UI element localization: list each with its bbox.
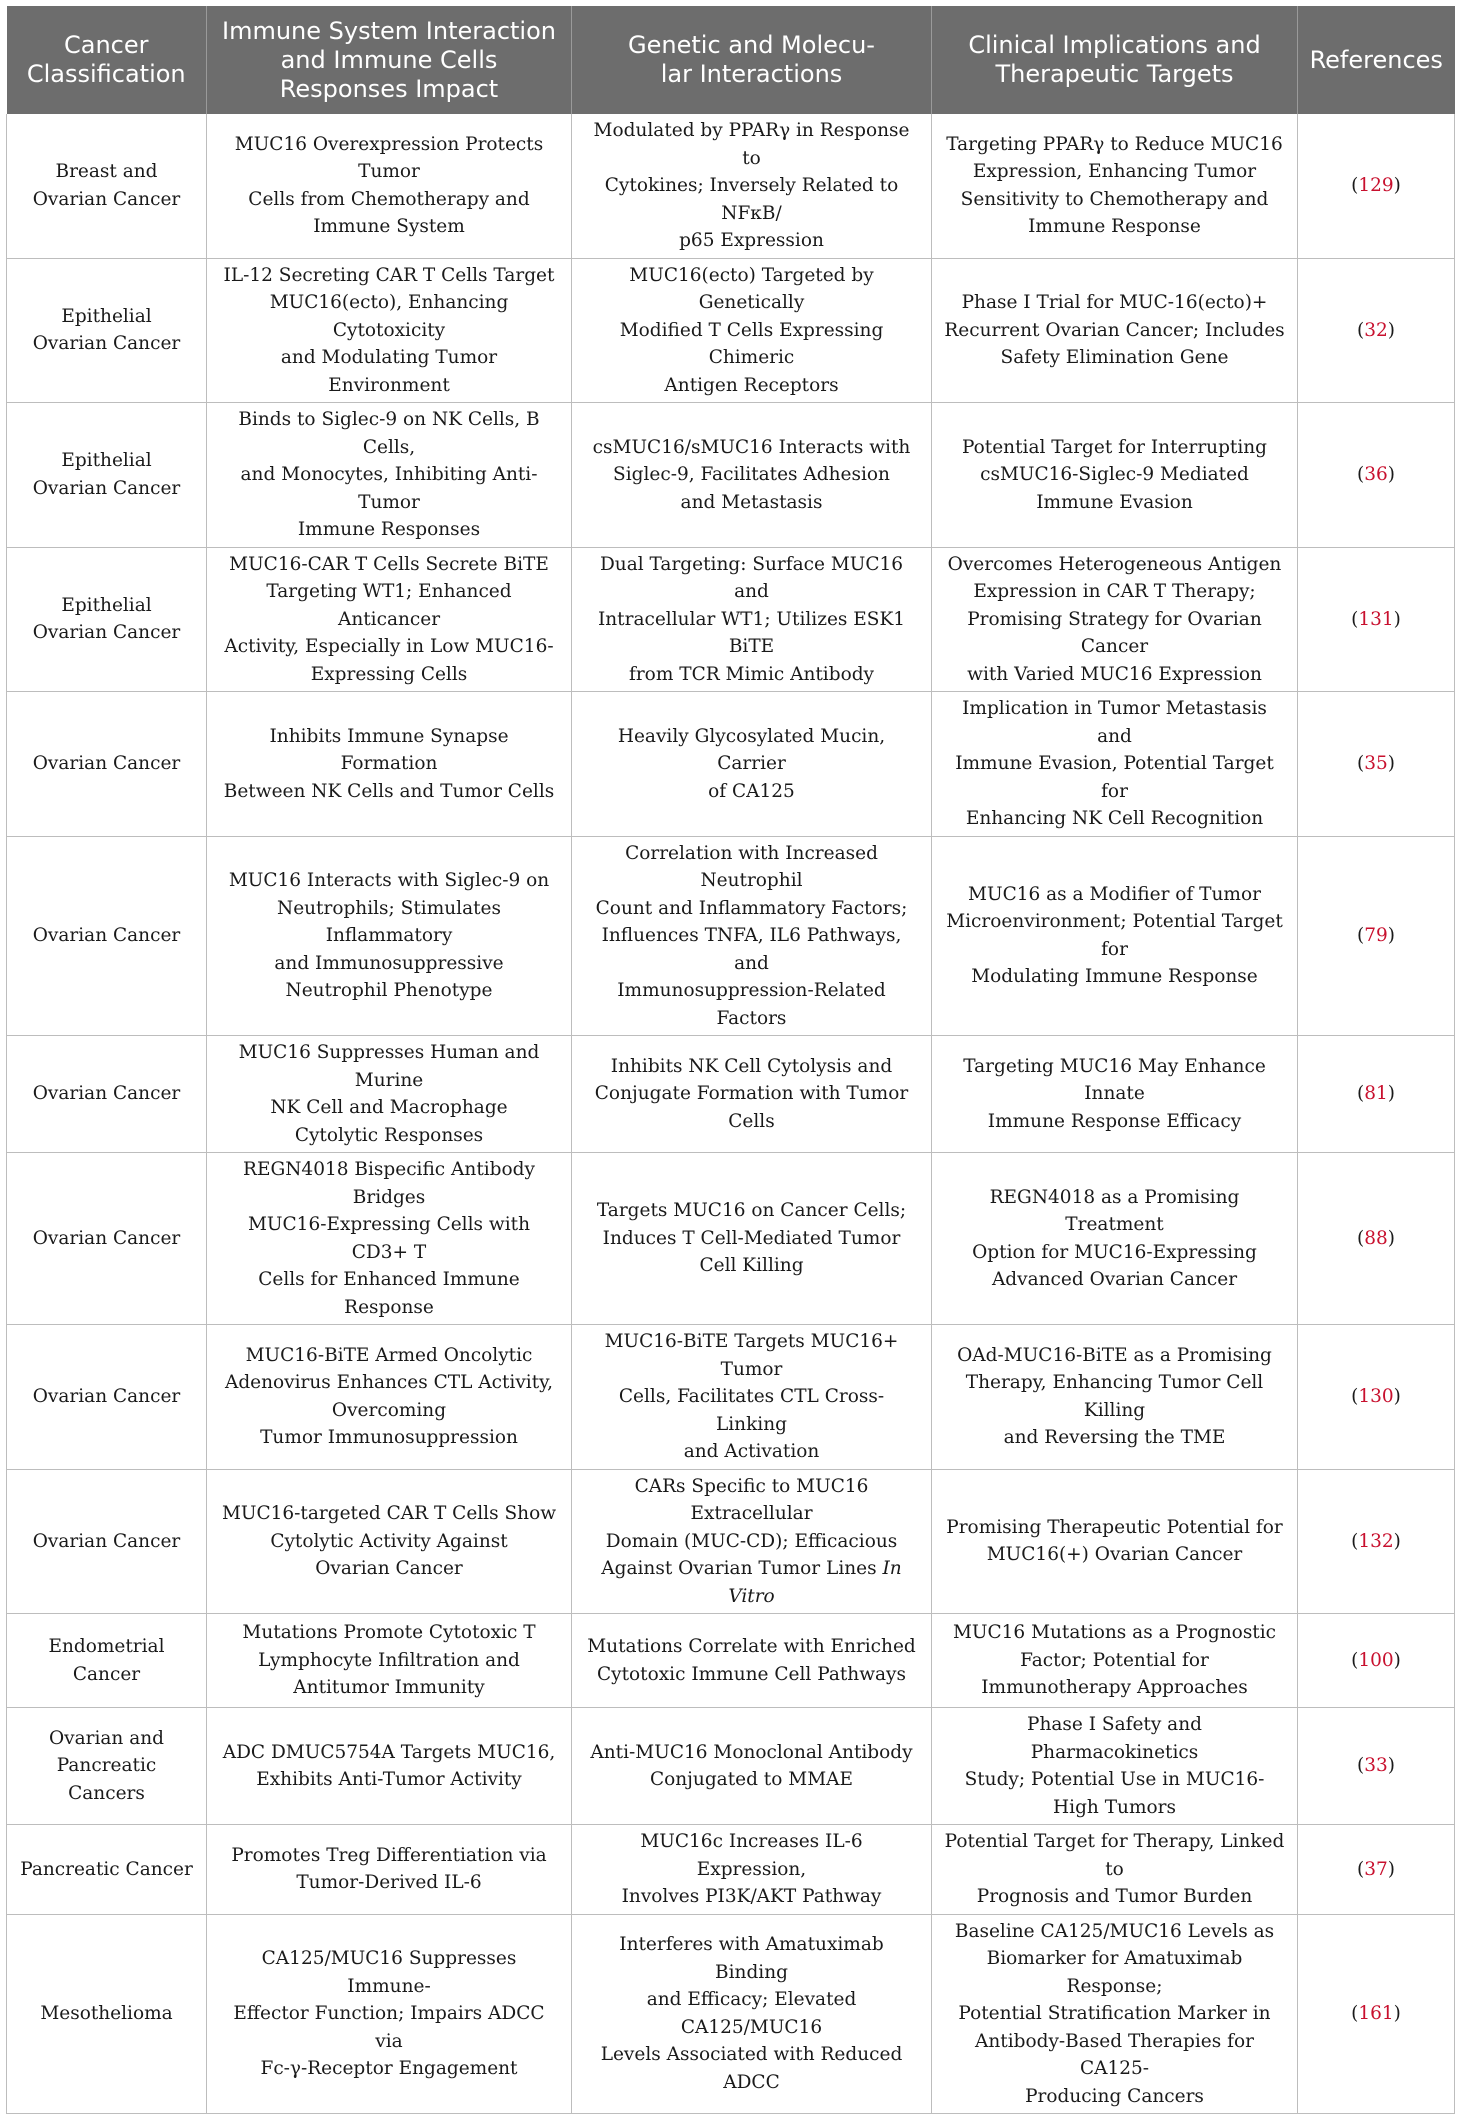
genetic-interactions-cell: Interferes with Amatuximab Binding and Efficacy; Elevated CA125/MUC16 Levels Associated with Reduced ADCC: [572, 1914, 932, 2114]
reference-cell: [1298, 1825, 1455, 1915]
reference-link[interactable]: 161: [1358, 2003, 1394, 2024]
clinical-implications-cell: Targeting MUC16 May Enhance Innate Immune Response Efficacy: [932, 1036, 1298, 1153]
immune-interaction-cell: ADC DMUC5754A Targets MUC16, Exhibits Anti-Tumor Activity: [207, 1708, 572, 1825]
paren-open: (: [1357, 319, 1365, 341]
header-references: References: [1298, 6, 1455, 114]
paren-close: ): [1387, 464, 1395, 485]
paren-close: ): [1393, 2003, 1401, 2024]
header-row: [7, 6, 1455, 114]
table-row: [7, 1914, 1455, 2114]
genetic-interactions-cell: Heavily Glycosylated Mucin, Carrier of CA125: [572, 692, 932, 837]
data-table: [6, 6, 1455, 2114]
table-row: [7, 1708, 1455, 1825]
paren-open: (: [1357, 753, 1365, 774]
table-row: [7, 1153, 1455, 1325]
paren-close: ): [1387, 1083, 1395, 1105]
immune-interaction-cell: Mutations Promote Cytotoxic T Lymphocyte Infiltration and Antitumor Immunity: [207, 1614, 572, 1708]
table-row: [7, 1825, 1455, 1915]
header-immune-interaction: Immune System Interaction and Immune Cells Responses Impact: [207, 6, 572, 114]
table-body: [7, 114, 1455, 2114]
clinical-implications-cell: Implication in Tumor Metastasis and Immune Evasion, Potential Target for Enhancing NK Cell Recognition: [932, 692, 1298, 837]
paren-close: ): [1387, 753, 1395, 774]
clinical-implications-cell: Phase I Safety and Pharmacokinetics Study; Potential Use in MUC16- High Tumors: [932, 1708, 1298, 1825]
reference-link[interactable]: 32: [1364, 319, 1388, 341]
paren-close: ): [1387, 319, 1395, 341]
reference-cell: [1298, 1614, 1455, 1708]
paren-close: ): [1387, 925, 1395, 946]
reference-link[interactable]: 33: [1364, 1755, 1388, 1777]
clinical-implications-cell: Potential Target for Therapy, Linked to Prognosis and Tumor Burden: [932, 1825, 1298, 1915]
header-genetic-interactions: Genetic and Molecu- lar Interactions: [572, 6, 932, 114]
table-row: [7, 258, 1455, 403]
paren-close: ): [1393, 175, 1401, 196]
immune-interaction-cell: MUC16-BiTE Armed Oncolytic Adenovirus Enhances CTL Activity, Overcoming Tumor Immunosuppression: [207, 1325, 572, 1470]
table-row: [7, 836, 1455, 1036]
immune-interaction-cell: MUC16-CAR T Cells Secrete BiTE Targeting WT1; Enhanced Anticancer Activity, Especially in Low MUC16- Expressing Cells: [207, 547, 572, 692]
reference-cell: [1298, 1708, 1455, 1825]
cancer-classification-cell: Mesothelioma: [7, 1914, 207, 2114]
paren-open: (: [1351, 1649, 1359, 1671]
cancer-classification-cell: Breast and Ovarian Cancer: [7, 114, 207, 258]
genetic-interactions-cell: MUC16-BiTE Targets MUC16+ Tumor Cells, Facilitates CTL Cross-Linking and Activation: [572, 1325, 932, 1470]
cancer-classification-cell: Epithelial Ovarian Cancer: [7, 403, 207, 548]
immune-interaction-cell: Inhibits Immune Synapse Formation Between NK Cells and Tumor Cells: [207, 692, 572, 837]
cancer-classification-cell: Ovarian Cancer: [7, 836, 207, 1036]
cancer-classification-cell: Ovarian Cancer: [7, 1469, 207, 1614]
table-container: [6, 6, 1454, 2114]
paren-open: (: [1357, 1755, 1365, 1777]
paren-open: (: [1357, 925, 1365, 946]
cancer-classification-cell: Epithelial Ovarian Cancer: [7, 258, 207, 403]
reference-link[interactable]: 79: [1364, 925, 1388, 946]
immune-interaction-cell: MUC16-targeted CAR T Cells Show Cytolytic Activity Against Ovarian Cancer: [207, 1469, 572, 1614]
paren-open: (: [1357, 464, 1365, 485]
table-row: [7, 1036, 1455, 1153]
cancer-classification-cell: Endometrial Cancer: [7, 1614, 207, 1708]
paren-open: (: [1351, 2003, 1359, 2024]
table-row: [7, 692, 1455, 837]
clinical-implications-cell: OAd-MUC16-BiTE as a Promising Therapy, Enhancing Tumor Cell Killing and Reversing the TME: [932, 1325, 1298, 1470]
genetic-interactions-cell: Anti-MUC16 Monoclonal Antibody Conjugated to MMAE: [572, 1708, 932, 1825]
clinical-implications-cell: MUC16 as a Modifier of Tumor Microenvironment; Potential Target for Modulating Immune Response: [932, 836, 1298, 1036]
cancer-classification-cell: Ovarian Cancer: [7, 692, 207, 837]
clinical-implications-cell: Phase I Trial for MUC-16(ecto)+ Recurrent Ovarian Cancer; Includes Safety Elimination Gene: [932, 258, 1298, 403]
genetic-text: CARs Specific to MUC16 Extracellular Domain (MUC-CD); Efficacious Against Ovarian Tumor Lines: [601, 1475, 898, 1579]
reference-link[interactable]: 100: [1358, 1649, 1394, 1671]
immune-interaction-cell: Promotes Treg Differentiation via Tumor-Derived IL-6: [207, 1825, 572, 1915]
reference-cell: [1298, 403, 1455, 548]
genetic-interactions-cell: [572, 1469, 932, 1614]
genetic-italic-text: In Vitro: [728, 1558, 902, 1607]
clinical-implications-cell: Overcomes Heterogeneous Antigen Expression in CAR T Therapy; Promising Strategy for Ovarian Cancer with Varied MUC16 Expression: [932, 547, 1298, 692]
genetic-interactions-cell: Dual Targeting: Surface MUC16 and Intracellular WT1; Utilizes ESK1 BiTE from TCR Mimic Antibody: [572, 547, 932, 692]
genetic-interactions-cell: Inhibits NK Cell Cytolysis and Conjugate Formation with Tumor Cells: [572, 1036, 932, 1153]
genetic-interactions-cell: MUC16(ecto) Targeted by Genetically Modified T Cells Expressing Chimeric Antigen Receptors: [572, 258, 932, 403]
paren-close: ): [1393, 1386, 1401, 1407]
reference-cell: [1298, 1036, 1455, 1153]
reference-link[interactable]: 81: [1364, 1083, 1388, 1105]
reference-cell: [1298, 1325, 1455, 1470]
paren-open: (: [1351, 608, 1359, 630]
reference-link[interactable]: 88: [1364, 1227, 1388, 1249]
clinical-implications-cell: Baseline CA125/MUC16 Levels as Biomarker for Amatuximab Response; Potential Stratification Marker in Antibody-Based Therapies for CA125- Producing Cancers: [932, 1914, 1298, 2114]
paren-close: ): [1387, 1227, 1395, 1249]
reference-cell: [1298, 692, 1455, 837]
reference-link[interactable]: 35: [1364, 753, 1388, 774]
paren-open: (: [1357, 1858, 1365, 1880]
paren-open: (: [1351, 1386, 1359, 1407]
header-cancer-classification: Cancer Classification: [7, 6, 207, 114]
clinical-implications-cell: Potential Target for Interrupting csMUC16-Siglec-9 Mediated Immune Evasion: [932, 403, 1298, 548]
table-row: [7, 547, 1455, 692]
paren-open: (: [1357, 1083, 1365, 1105]
paren-close: ): [1387, 1858, 1395, 1880]
reference-cell: [1298, 114, 1455, 258]
paren-open: (: [1351, 1530, 1359, 1552]
paren-close: ): [1393, 608, 1401, 630]
reference-link[interactable]: 132: [1358, 1530, 1394, 1552]
immune-interaction-cell: REGN4018 Bispecific Antibody Bridges MUC16-Expressing Cells with CD3+ T Cells for Enhanced Immune Response: [207, 1153, 572, 1325]
header-clinical-implications: Clinical Implications and Therapeutic Targets: [932, 6, 1298, 114]
clinical-implications-cell: MUC16 Mutations as a Prognostic Factor; Potential for Immunotherapy Approaches: [932, 1614, 1298, 1708]
table-row: [7, 403, 1455, 548]
paren-close: ): [1387, 1755, 1395, 1777]
cancer-classification-cell: Epithelial Ovarian Cancer: [7, 547, 207, 692]
reference-cell: [1298, 1914, 1455, 2114]
table-row: [7, 1614, 1455, 1708]
cancer-classification-cell: Pancreatic Cancer: [7, 1825, 207, 1915]
genetic-interactions-cell: Targets MUC16 on Cancer Cells; Induces T Cell-Mediated Tumor Cell Killing: [572, 1153, 932, 1325]
reference-link[interactable]: 129: [1358, 175, 1394, 196]
paren-close: ): [1393, 1649, 1401, 1671]
reference-cell: [1298, 1469, 1455, 1614]
reference-cell: [1298, 258, 1455, 403]
immune-interaction-cell: IL-12 Secreting CAR T Cells Target MUC16(ecto), Enhancing Cytotoxicity and Modulating Tumor Environment: [207, 258, 572, 403]
clinical-implications-cell: REGN4018 as a Promising Treatment Option for MUC16-Expressing Advanced Ovarian Cancer: [932, 1153, 1298, 1325]
reference-link[interactable]: 37: [1364, 1858, 1388, 1880]
cancer-classification-cell: Ovarian Cancer: [7, 1325, 207, 1470]
genetic-interactions-cell: MUC16c Increases IL-6 Expression, Involves PI3K/AKT Pathway: [572, 1825, 932, 1915]
reference-link[interactable]: 36: [1364, 464, 1388, 485]
immune-interaction-cell: MUC16 Suppresses Human and Murine NK Cell and Macrophage Cytolytic Responses: [207, 1036, 572, 1153]
immune-interaction-cell: Binds to Siglec-9 on NK Cells, B Cells, and Monocytes, Inhibiting Anti-Tumor Immune Responses: [207, 403, 572, 548]
genetic-interactions-cell: Modulated by PPARγ in Response to Cytokines; Inversely Related to NFκB/ p65 Expression: [572, 114, 932, 258]
reference-cell: [1298, 547, 1455, 692]
paren-open: (: [1351, 175, 1359, 196]
paren-open: (: [1357, 1227, 1365, 1249]
reference-cell: [1298, 836, 1455, 1036]
immune-interaction-cell: CA125/MUC16 Suppresses Immune- Effector Function; Impairs ADCC via Fc-γ-Receptor Engagement: [207, 1914, 572, 2114]
cancer-classification-cell: Ovarian Cancer: [7, 1036, 207, 1153]
genetic-interactions-cell: Mutations Correlate with Enriched Cytotoxic Immune Cell Pathways: [572, 1614, 932, 1708]
table-row: [7, 1325, 1455, 1470]
clinical-implications-cell: Targeting PPARγ to Reduce MUC16 Expression, Enhancing Tumor Sensitivity to Chemotherapy and Immune Response: [932, 114, 1298, 258]
reference-link[interactable]: 131: [1358, 608, 1394, 630]
cancer-classification-cell: Ovarian and Pancreatic Cancers: [7, 1708, 207, 1825]
cancer-classification-cell: Ovarian Cancer: [7, 1153, 207, 1325]
table-row: [7, 114, 1455, 258]
genetic-interactions-cell: Correlation with Increased Neutrophil Count and Inflammatory Factors; Influences TNFA, IL6 Pathways, and Immunosuppression-Related Factors: [572, 836, 932, 1036]
reference-cell: [1298, 1153, 1455, 1325]
table-row: [7, 1469, 1455, 1614]
genetic-interactions-cell: csMUC16/sMUC16 Interacts with Siglec-9, Facilitates Adhesion and Metastasis: [572, 403, 932, 548]
immune-interaction-cell: MUC16 Interacts with Siglec-9 on Neutrophils; Stimulates Inflammatory and Immunosuppressive Neutrophil Phenotype: [207, 836, 572, 1036]
paren-close: ): [1393, 1530, 1401, 1552]
immune-interaction-cell: MUC16 Overexpression Protects Tumor Cells from Chemotherapy and Immune System: [207, 114, 572, 258]
clinical-implications-cell: Promising Therapeutic Potential for MUC16(+) Ovarian Cancer: [932, 1469, 1298, 1614]
reference-link[interactable]: 130: [1358, 1386, 1394, 1407]
